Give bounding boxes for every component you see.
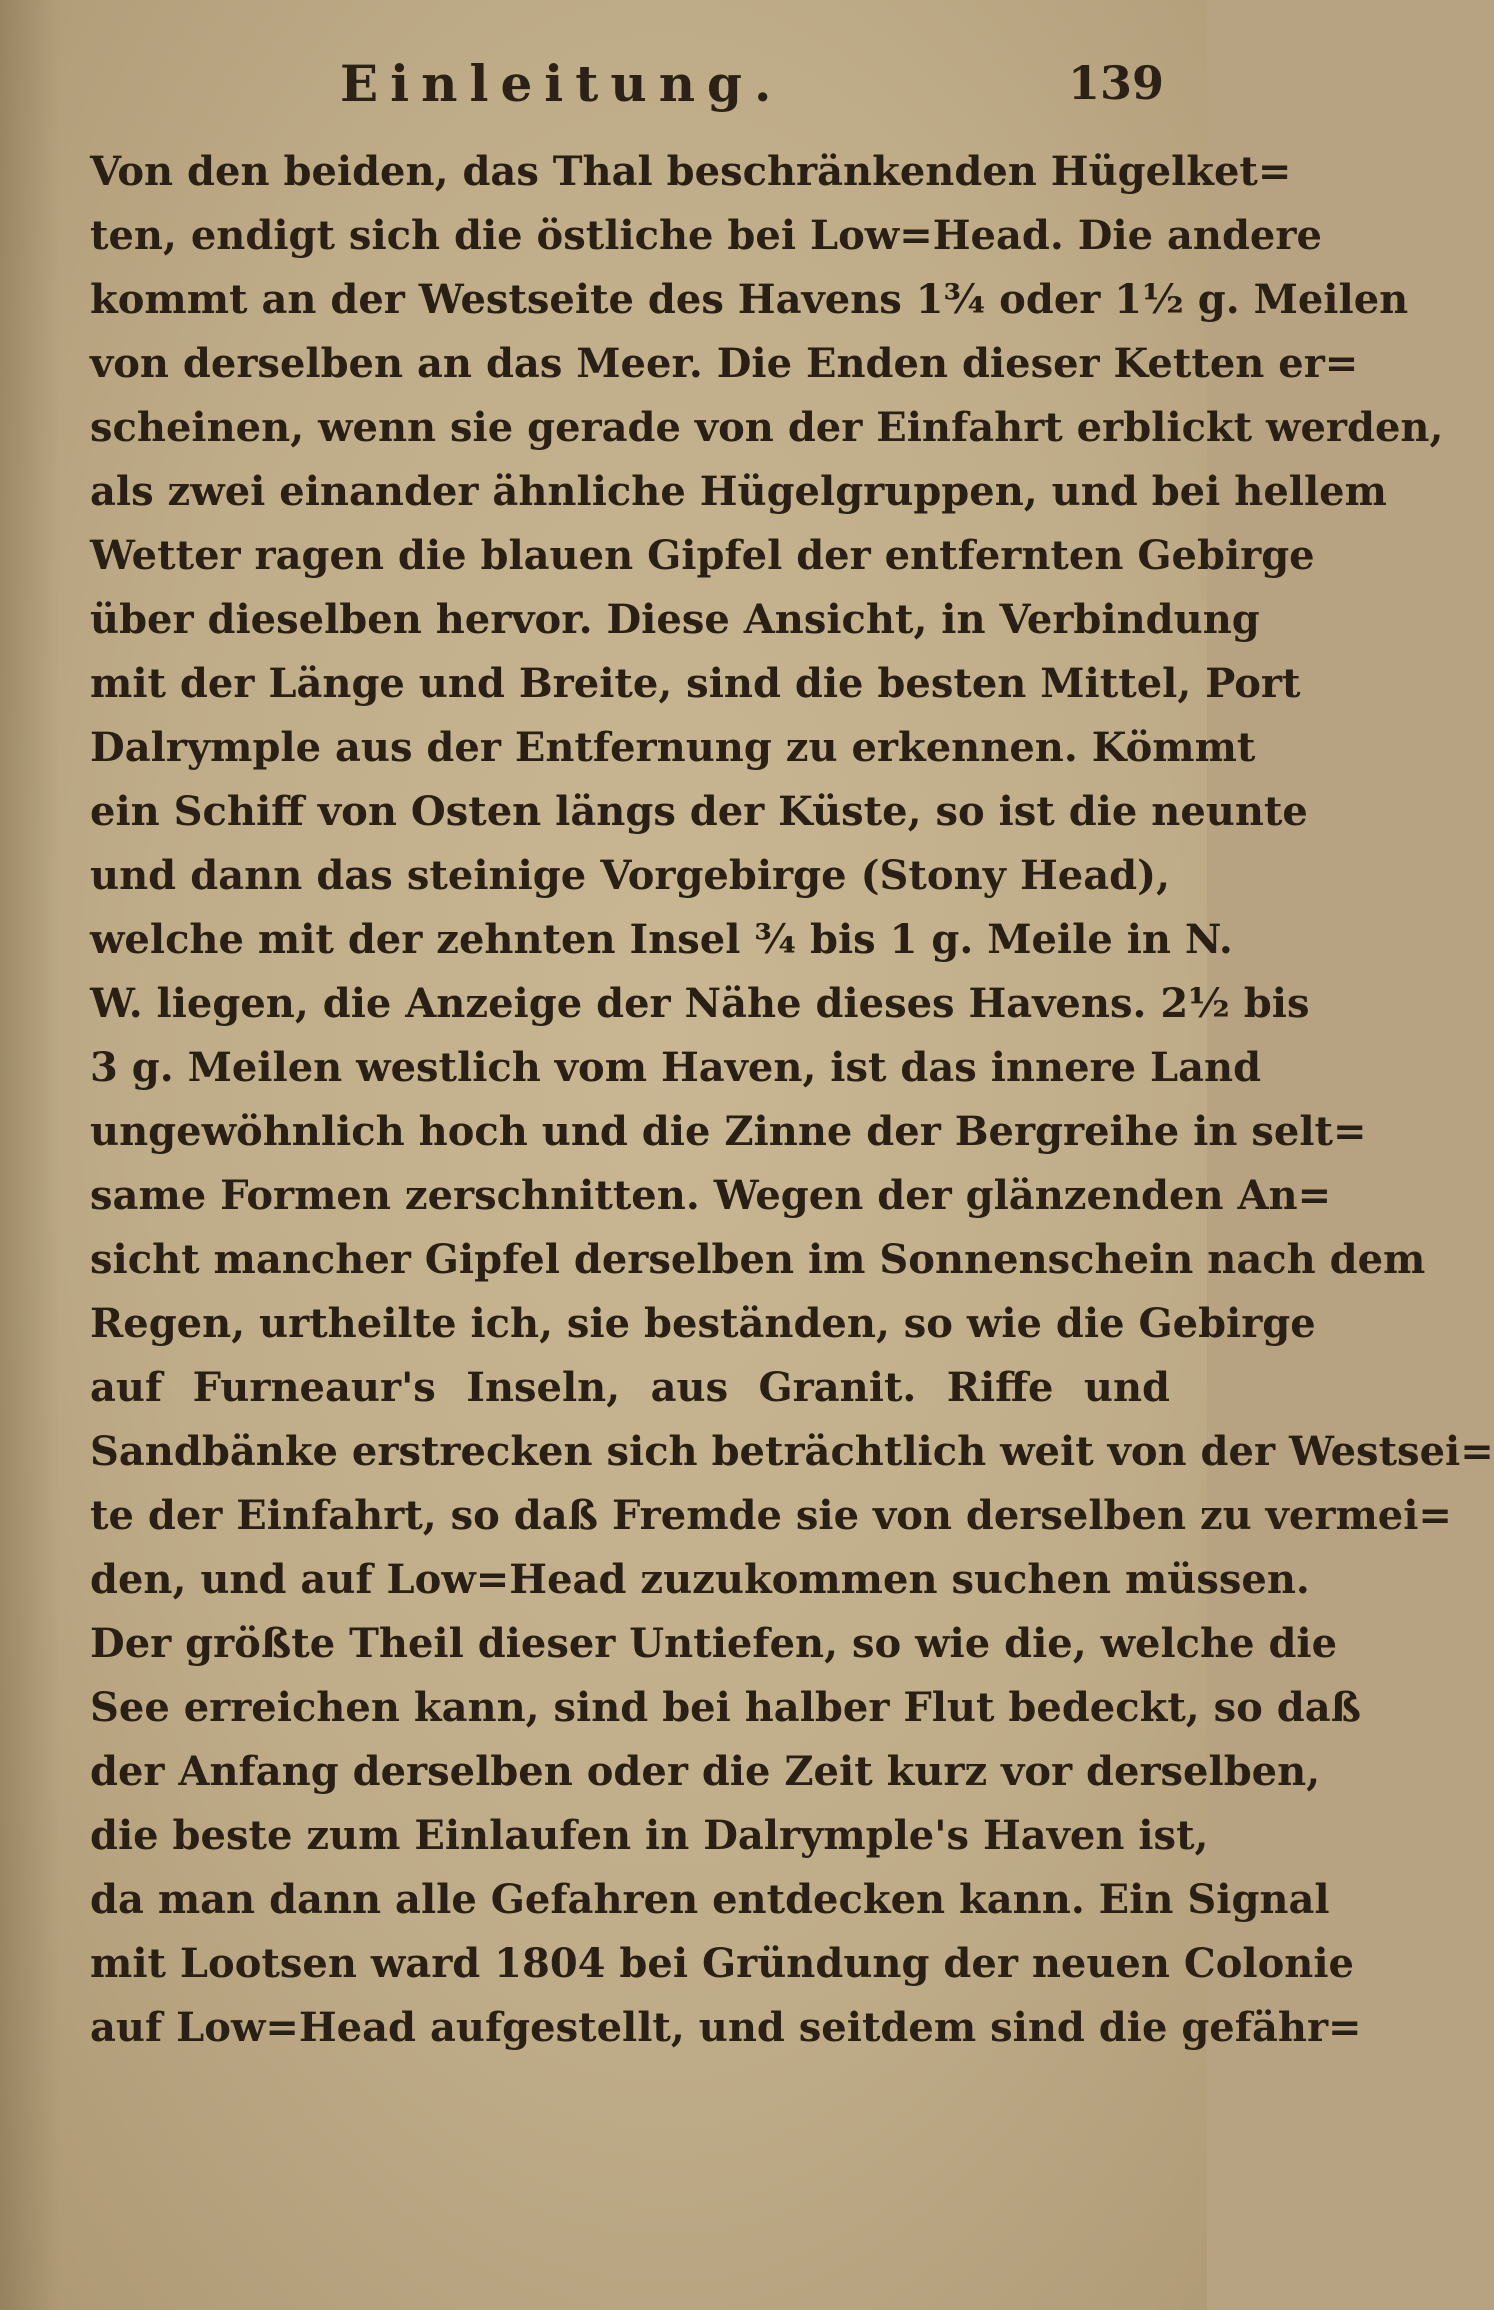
text-line: te der Einfahrt, so daß Fremde sie von derselben zu vermei= [90, 1492, 1452, 1539]
text-line: 3 g. Meilen westlich vom Haven, ist das innere Land [90, 1044, 1262, 1091]
text-line: Von den beiden, das Thal beschränkenden Hügelket= [90, 148, 1292, 195]
text-line: ein Schiff von Osten längs der Küste, so ist die neunte [90, 788, 1308, 835]
text-line: Sandbänke erstrecken sich beträchtlich weit von der Westsei= [90, 1428, 1494, 1475]
page-number: 139 [1068, 56, 1165, 110]
text-line: auf Furneaur's Inseln, aus Granit. Riffe und [90, 1364, 1170, 1411]
page-gutter-shadow [0, 0, 60, 2310]
text-line: den, und auf Low=Head zuzukommen suchen müssen. [90, 1556, 1310, 1603]
running-header [0, 54, 1207, 114]
text-line: mit der Länge und Breite, sind die besten Mittel, Port [90, 660, 1301, 707]
text-line: von derselben an das Meer. Die Enden dieser Ketten er= [90, 340, 1359, 387]
text-line: mit Lootsen ward 1804 bei Gründung der neuen Colonie [90, 1940, 1355, 1987]
text-line: über dieselben hervor. Diese Ansicht, in Verbindung [90, 596, 1260, 643]
text-line: Dalrymple aus der Entfernung zu erkennen. Kömmt [90, 724, 1256, 771]
text-line: auf Low=Head aufgestellt, und seitdem sind die gefähr= [90, 2004, 1362, 2051]
body-paragraph [90, 140, 1494, 2060]
text-line: kommt an der Westseite des Havens 1¾ oder 1½ g. Meilen [90, 276, 1409, 323]
text-line: scheinen, wenn sie gerade von der Einfahrt erblickt werden, [90, 404, 1444, 451]
text-line: Wetter ragen die blauen Gipfel der entfernten Gebirge [90, 532, 1315, 579]
text-line: als zwei einander ähnliche Hügelgruppen, und bei hellem [90, 468, 1387, 515]
text-line: same Formen zerschnitten. Wegen der glänzenden An= [90, 1172, 1332, 1219]
chapter-title: Einleitung. [340, 54, 784, 113]
text-line: Der größte Theil dieser Untiefen, so wie die, welche die [90, 1620, 1338, 1667]
text-line: W. liegen, die Anzeige der Nähe dieses Havens. 2½ bis [90, 980, 1310, 1027]
text-line: sicht mancher Gipfel derselben im Sonnenschein nach dem [90, 1236, 1426, 1283]
text-line: Regen, urtheilte ich, sie beständen, so wie die Gebirge [90, 1300, 1316, 1347]
text-line: welche mit der zehnten Insel ¾ bis 1 g. Meile in N. [90, 916, 1233, 963]
text-line: See erreichen kann, sind bei halber Flut bedeckt, so daß [90, 1684, 1362, 1731]
text-line: da man dann alle Gefahren entdecken kann. Ein Signal [90, 1876, 1330, 1923]
text-line: ungewöhnlich hoch und die Zinne der Bergreihe in selt= [90, 1108, 1367, 1155]
text-line: und dann das steinige Vorgebirge (Stony Head), [90, 852, 1170, 899]
text-line: der Anfang derselben oder die Zeit kurz vor derselben, [90, 1748, 1321, 1795]
text-line: ten, endigt sich die östliche bei Low=Head. Die andere [90, 212, 1322, 259]
text-line: die beste zum Einlaufen in Dalrymple's Haven ist, [90, 1812, 1209, 1859]
